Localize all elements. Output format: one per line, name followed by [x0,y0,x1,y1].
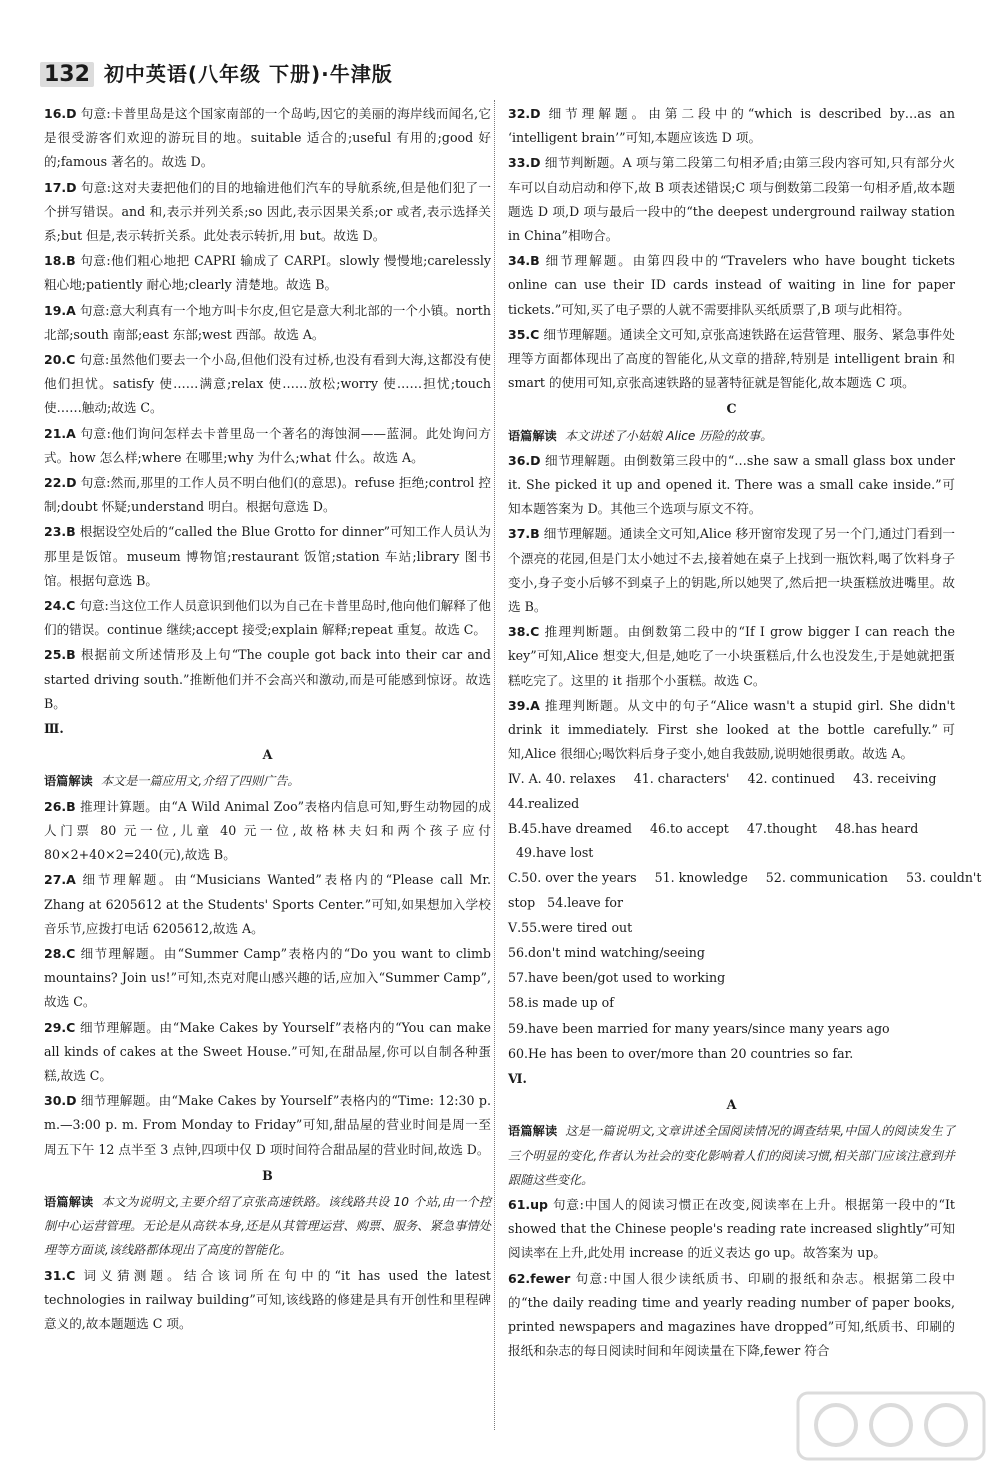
answer-item [44,176,491,249]
answer-explanation: 句意:他们粗心地把 CAPRI 输成了 CARPI。slowly 慢慢地;carelessly 粗心地;patiently 耐心地;clearly 清楚地。故选 B。 [44,253,491,293]
book-title: 初中英语(八年级 下册)·牛津版 [103,62,393,86]
answer-number: 25.B [44,647,76,663]
part-number: Ⅵ. [508,1070,527,1086]
answer-explanation: 词义猜测题。结合该词所在句中的“it has used the latest technologies in railway building”可知,该线路的修建是具有开创性和里程碑意义的,故本题题选 C 项。 [44,1267,491,1331]
fill-answer: Ⅳ. A. 40. relaxes [508,771,616,787]
answer-number: 31.C [44,1267,76,1283]
answer-row [508,817,955,841]
answer-line: 58.is made up of [508,995,614,1011]
answer-explanation: 句意:中国人的阅读习惯正在改变,阅读率在上升。根据第一段中的“It showed that the Chinese people's reading rate increased slightly”可知阅读率在上升,此处用 increase 的近义表达 go up。故答案为 up。 [508,1196,955,1261]
passage-summary-text: 这是一篇说明文,文章讲述全国阅读情况的调查结果,中国人的阅读发生了三个明显的变化,作者认为社会的变化影响着人们的阅读习惯,相关部门应该注意到并跟随这些变化。 [508,1124,956,1187]
passage-summary-text: 本文讲述了小姑娘 Alice 历险的故事。 [564,428,773,443]
fill-answer: 47.thought [746,820,817,836]
answer-item [44,102,491,175]
answer-explanation: 句意:这对夫妻把他们的目的地输进他们汽车的导航系统,但是他们犯了一个拼写错误。and 和,表示并列关系;so 因此,表示因果关系;or 或者,表示选择关系;but 但是,表示转折关系。此处表示转折,用 but。故选 D。 [44,179,491,244]
answer-number: 62.fewer [508,1270,571,1286]
answer-line: 49.have lost [508,845,594,861]
page-number: 132 [40,62,94,87]
fill-answer: 43. receiving [853,771,937,787]
answer-number: 20.C [44,352,76,368]
answer-number: 24.C [44,598,76,614]
passage-summary-label: 语篇解读 [44,774,93,789]
answer-explanation: 句意:中国人很少读纸质书、印刷的报纸和杂志。根据第二段中的“the daily reading time and yearly reading number of paper books, printed newspapers and magazines have dropped”可知,纸质书、印刷的报纸和杂志的每日阅读时间和年阅读量在下降,fewer 符合 [508,1270,955,1359]
fill-answer: 41. characters' [633,771,730,787]
answer-explanation: 细节理解题。由“Summer Camp”表格内的“Do you want to climb mountains? Join us!”可知,杰克对爬山感兴趣的话,应加入“Summer Camp”,故选 C。 [44,945,491,1010]
answer-number: 17.D [44,179,77,195]
fill-answer: 42. continued [747,771,836,787]
answer-number: 21.A [44,425,76,441]
passage-summary [508,1119,955,1192]
answer-line: 44.realized [508,795,580,811]
answer-number: 23.B [44,524,76,540]
answer-number: 35.C [508,326,540,342]
answer-number: 26.B [44,798,76,814]
answer-line: stop 54.leave for [508,894,624,910]
answer-item [44,643,491,716]
answer-item [44,249,491,297]
right-column [508,102,982,1364]
left-column [44,102,491,1337]
answer-item [508,1193,955,1266]
passage-summary-label: 语篇解读 [508,428,557,443]
answer-explanation: 推理判断题。由倒数第二段中的“If I grow bigger I can reach the key”可知,Alice 想变大,但是,她吃了一小块蛋糕后,什么也没发生,于是她就把蛋糕吃完了。这里的 it 指那个小蛋糕。故选 C。 [508,624,955,688]
passage-summary [508,424,955,448]
passage-summary [44,769,491,793]
fill-answer: C.50. over the years [508,870,637,886]
answer-number: 37.B [508,526,540,542]
section-heading: C [726,401,737,417]
answer-number: 32.D [508,106,541,121]
answer-item [508,449,955,522]
part-number: Ⅲ. [44,721,64,737]
answer-number: 38.C [508,624,540,640]
answer-number: 28.C [44,945,76,961]
section-heading: B [262,1167,273,1183]
answer-explanation: 细节理解题。由“Make Cakes by Yourself”表格内的“Time: 12:30 p. m.—3:00 p. m. From Monday to Friday”可知,甜品屋的营业时间是周一至周五下午 12 点半至 3 点钟,四项中仅 D 项时间符合甜品屋的营业时间,故选 D。 [44,1093,491,1157]
answer-item [44,594,491,642]
fill-answer: B.45.have dreamed [508,820,632,836]
answer-item [508,249,955,322]
answer-explanation: 句意:然而,那里的工作人员不明白他们(的意思)。refuse 拒绝;control 控制;doubt 怀疑;understand 明白。根据句意选 D。 [44,475,491,515]
answer-item [44,942,491,1015]
answer-explanation: 细节理解题。通读全文可知,京张高速铁路在运营管理、服务、紧急事件处理等方面都体现出了高度的智能化,从文章的措辞,特别是 intelligent brain 和 smart 的使用可知,京张高速铁路的显著特征就是智能化,故本题选 C 项。 [508,326,955,391]
page-header [40,58,393,94]
watermark-logo [796,1385,986,1465]
answer-number: 29.C [44,1019,76,1035]
answer-explanation: 句意:他们询问怎样去卡普里岛一个著名的海蚀洞——蓝洞。此处询问方式。how 怎么样;where 在哪里;why 为什么;what 什么。故选 A。 [44,425,491,465]
fill-answer: 53. couldn't [905,870,982,886]
answer-explanation: 细节理解题。由第四段中的“Travelers who have bought tickets online can use their ID cards instead of waiting in line for paper tickets.”可知,买了电子票的人就不需要排队买纸质票了,B 项与此相符。 [508,253,955,317]
answer-item [508,620,955,693]
answer-line: 60.He has been to over/more than 20 countries so far. [508,1045,854,1061]
answer-item [508,151,955,248]
passage-summary-label: 语篇解读 [44,1194,94,1209]
answer-item [508,1267,955,1364]
passage-summary-text: 本文为说明文,主要介绍了京张高速铁路。该线路共设 10 个站,由一个控制中心运营管理。无论是从高铁本身,还是从其管理运营、购票、服务、紧急事情处理等方面谈,该线路都体现出了高度的智能化。 [44,1194,492,1258]
answer-explanation: 句意:虽然他们要去一个小岛,但他们没有过桥,也没有看到大海,这都没有使他们担忧。satisfy 使……满意;relax 使……放松;worry 使……担忧;touch 使……触动;故选 C。 [44,352,491,416]
answer-item [44,1264,491,1337]
answer-item [508,102,955,150]
answer-number: 61.up [508,1196,548,1212]
answer-number: 33.D [508,155,541,171]
answer-row [508,767,955,791]
fill-answer: 51. knowledge [654,870,748,886]
answer-explanation: 细节理解题。由倒数第三段中的“…she saw a small glass box under it. She picked it up and opened it. There was a small cake inside.”可知本题答案为 D。其他三个选项与原文不符。 [508,452,955,517]
section-heading: A [726,1097,737,1113]
answer-item [508,522,955,619]
answer-number: 19.A [44,302,76,318]
answer-item [508,323,955,396]
answer-explanation: 根据前文所述情形及上句“The couple got back into their car and started driving south.”推断他们并不会高兴和激动,而是可能感到惊讶。故选 B。 [44,647,491,711]
answer-number: 16.D [44,106,77,121]
answer-item [44,471,491,519]
answer-number: 34.B [508,253,540,269]
answer-explanation: 细节理解题。由“Musicians Wanted”表格内的“Please call Mr. Zhang at 6205612 at the Students' Sports Center.”可知,如果想加入学校音乐节,应拨打电话 6205612,故选 A。 [44,872,491,936]
answer-explanation: 句意:当这位工作人员意识到他们以为自己在卡普里岛时,他向他们解释了他们的错误。continue 继续;accept 接受;explain 解释;repeat 重复。故选 C。 [44,598,491,638]
passage-summary-text: 本文是一篇应用文,介绍了四则广告。 [100,774,300,789]
answer-item [44,520,491,593]
answer-item [44,348,491,421]
answer-explanation: 细节判断题。A 项与第二段第二句相矛盾;由第三段内容可知,只有部分火车可以自动启动和停下,故 B 项表述错误;C 项与倒数第二段第一句相矛盾,故本题题选 D 项,D 项与最后一段中的“the deepest underground railway station in China”相吻合。 [508,155,955,244]
section-heading: A [262,747,273,763]
fill-answer: 52. communication [765,870,888,886]
answer-item [44,299,491,347]
column-divider [494,100,495,1430]
answer-number: 22.D [44,475,77,491]
fill-answer: 48.has heard [835,820,919,836]
answer-line: 56.don't mind watching/seeing [508,944,705,960]
fill-answer: 46.to accept [649,820,729,836]
answer-line: 59.have been married for many years/since many years ago [508,1020,890,1036]
answer-item [44,868,491,941]
answer-explanation: 细节理解题。通读全文可知,Alice 移开窗帘发现了另一个门,通过门看到一个漂亮的花园,但是门太小她过不去,接着她在桌子上找到一瓶饮料,喝了饮料身子变小,身子变小后够不到桌子上的钥匙,所以她哭了,然后把一块蛋糕放进嘴里。故选 B。 [508,526,955,615]
answer-explanation: 根据设空处后的“called the Blue Grotto for dinner”可知工作人员认为那里是饭馆。museum 博物馆;restaurant 饭馆;station 车站;library 图书馆。根据句意选 B。 [44,524,491,588]
passage-summary-label: 语篇解读 [508,1124,558,1139]
answer-explanation: 句意:意大利真有一个地方叫卡尔皮,但它是意大利北部的一个小镇。north 北部;south 南部;east 东部;west 西部。故选 A。 [44,302,491,342]
answer-number: 30.D [44,1093,77,1109]
answer-item [44,422,491,470]
answer-number: 39.A [508,697,540,713]
answer-number: 27.A [44,872,76,888]
answer-line: 57.have been/got used to working [508,970,726,986]
answer-item [44,1089,491,1162]
answer-number: 36.D [508,452,541,468]
answer-explanation: 推理计算题。由“A Wild Animal Zoo”表格内信息可知,野生动物园的成人门票 80 元一位,儿童 40 元一位,故格林夫妇和两个孩子应付 80×2+40×2=240(元),故选 B。 [44,798,491,863]
answer-explanation: 句意:卡普里岛是这个国家南部的一个岛屿,因它的美丽的海岸线而闻名,它是很受游客们欢迎的游玩目的地。suitable 适合的;useful 有用的;good 好的;famous 著名的。故选 D。 [44,106,491,170]
passage-summary [44,1190,491,1263]
answer-item [44,1016,491,1089]
answer-explanation: 细节理解题。由第二段中的“which is described by…as an ‘intelligent brain’”可知,本题应该选 D 项。 [508,106,955,146]
answer-item [508,694,955,767]
answer-line: Ⅴ.55.were tired out [508,919,633,935]
answer-number: 18.B [44,253,76,269]
answer-item [44,795,491,868]
answer-explanation: 推理判断题。从文中的句子“Alice wasn't a stupid girl. She didn't drink it immediately. First she looked at the bottle carefully.”可知,Alice 很细心;喝饮料后身子变小,她自我鼓励,说明她很勇敢。故选 A。 [508,697,955,762]
answer-explanation: 细节理解题。由“Make Cakes by Yourself”表格内的“You can make all kinds of cakes at the Sweet House.”可知,在甜品屋,你可以自制各种蛋糕,故选 C。 [44,1019,491,1083]
answer-row [508,866,982,890]
